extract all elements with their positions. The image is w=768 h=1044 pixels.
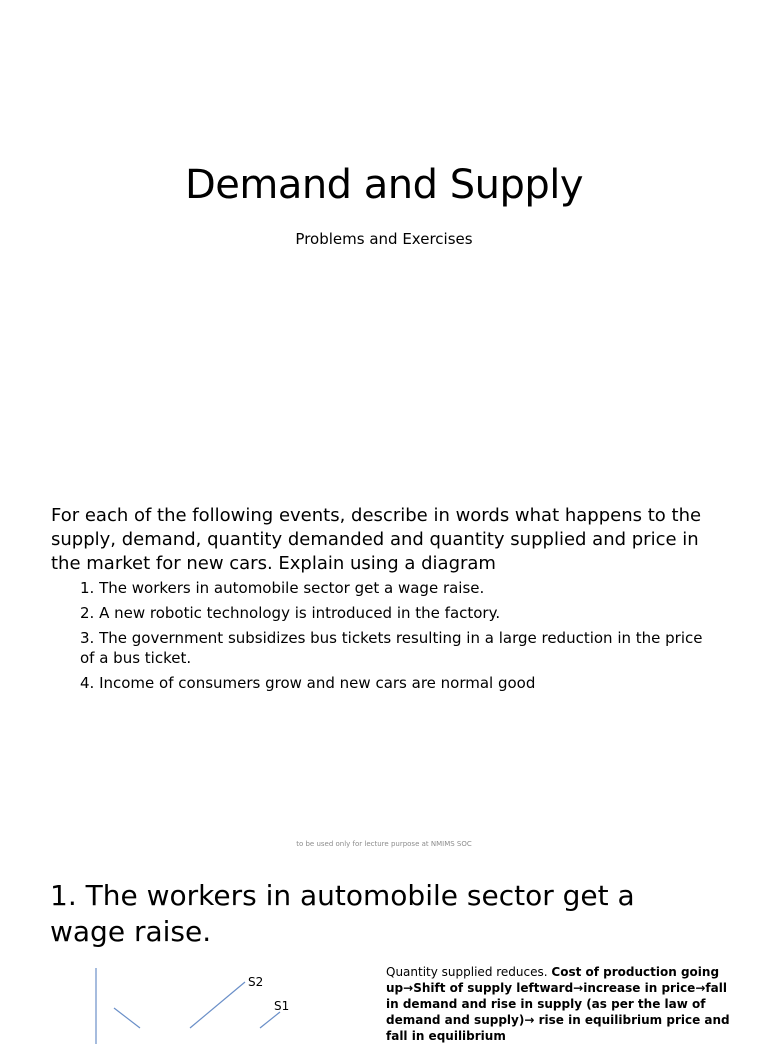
explanation-part: Shift of supply leftward (413, 981, 574, 995)
answer-explanation (386, 964, 734, 1044)
arrow-glyph: → (524, 1013, 535, 1027)
event-item: 3. The government subsidizes bus tickets resulting in a large reduction in the price of a bus ticket. (80, 629, 703, 667)
title-slide (0, 0, 768, 432)
explanation-part: fall in (386, 981, 727, 1011)
exercise-slide (0, 432, 768, 864)
event-item: 1. The workers in automobile sector get a wage raise. (80, 579, 485, 597)
explanation-part: Cost of production going up (386, 965, 720, 995)
arrow-glyph: → (403, 981, 414, 995)
answer-slide (0, 864, 768, 1043)
explanation-part: rise in equilibrium price and fall in equilibrium (386, 1013, 730, 1043)
s2-label: S2 (248, 975, 264, 989)
explanation-part: increase in price (583, 981, 696, 995)
explanation-part: demand and rise in supply (as per the law of demand and supply) (386, 997, 706, 1027)
supply-curve-s1 (260, 1012, 280, 1028)
s1-label: S1 (274, 999, 290, 1013)
slide-subtitle: Problems and Exercises (295, 230, 473, 248)
exercise-intro: For each of the following events, describe in words what happens to the supply, demand, quantity demanded and quantity supplied and price in the market for new cars. Explain using a diagram (51, 505, 702, 574)
event-list (80, 578, 720, 698)
footer-note: to be used only for lecture purpose at NMIMS SOC (296, 840, 472, 848)
arrow-glyph: → (695, 981, 706, 995)
arrow-glyph: → (573, 981, 584, 995)
supply-shift-diagram (80, 968, 320, 1024)
event-item: 2. A new robotic technology is introduced in the factory. (80, 604, 501, 622)
event-item: 4. Income of consumers grow and new cars are normal good (80, 674, 536, 692)
slide-title: Demand and Supply (184, 162, 584, 208)
supply-curve-s2 (190, 982, 245, 1028)
explanation-part: Quantity supplied reduces. (386, 965, 552, 979)
answer-title: 1. The workers in automobile sector get a wage raise. (50, 879, 635, 948)
demand-curve (114, 1008, 140, 1028)
